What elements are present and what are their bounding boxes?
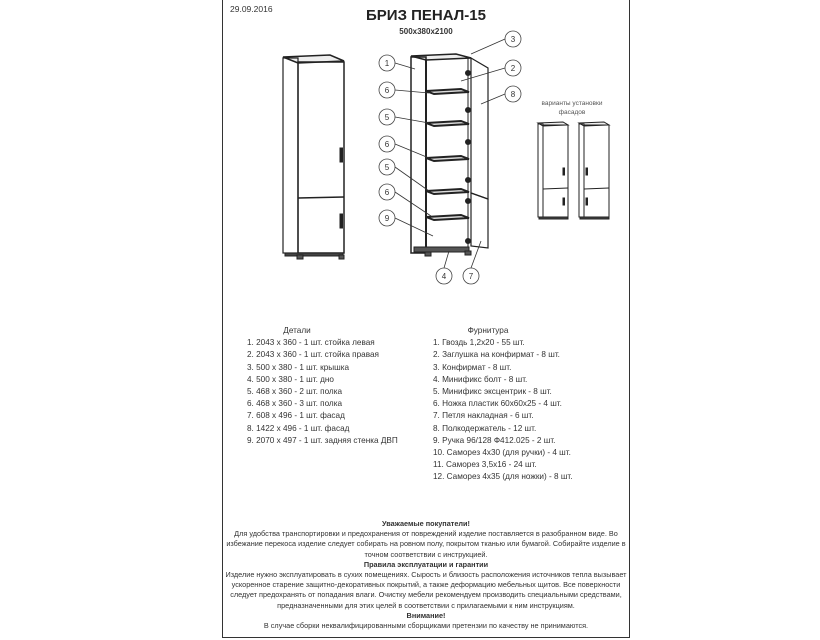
hardware-list-title: Фурнитура: [467, 326, 509, 335]
list-item: 2. Заглушка на конфирмат - 8 шт.: [433, 350, 560, 360]
product-dimensions: 500x380x2100: [399, 27, 453, 36]
list-item: 6. 468 x 360 - 3 шт. полка: [247, 399, 343, 409]
callout-label: 3: [510, 35, 516, 44]
variants-caption: варианты установки: [541, 100, 603, 107]
list-item: 12. Саморез 4x35 (для ножки) - 8 шт.: [433, 472, 573, 482]
notice-line: В случае сборки неквалифицированными сборщиками претензии по качеству не принимаются.: [263, 621, 589, 631]
parts-list: [247, 325, 398, 447]
customer-notice: [223, 519, 629, 631]
notice-heading: Внимание!: [406, 610, 446, 620]
callout-label: 5: [384, 163, 390, 172]
list-item: 5. 468 x 360 - 2 шт. полка: [247, 387, 343, 397]
list-item: 4. Минификс болт - 8 шт.: [433, 374, 528, 384]
list-item: 9. Ручка 96/128 Ф412.025 - 2 шт.: [433, 435, 556, 445]
list-item: 3. Конфирмат - 8 шт.: [433, 362, 512, 372]
facade-variants-drawing: [538, 100, 609, 219]
list-item: 6. Ножка пластик 60x60x25 - 4 шт.: [433, 399, 562, 409]
hardware-list: [433, 325, 573, 484]
instruction-sheet: [222, 0, 630, 638]
notice-line: предназначенными для этих целей в соответствии с прилагаемыми к ним инструкциям.: [277, 600, 575, 610]
assembly-drawings: [223, 0, 631, 299]
notice-line: точном соответствии с инструкцией.: [364, 549, 488, 559]
handle-icon: [340, 148, 343, 162]
list-item: 7. 608 x 496 - 1 шт. фасад: [247, 411, 345, 421]
list-item: 1. Гвоздь 1,2x20 - 55 шт.: [433, 338, 525, 348]
callout-label: 5: [384, 113, 390, 122]
list-item: 10. Саморез 4x30 (для ручки) - 4 шт.: [433, 448, 571, 458]
list-item: 11. Саморез 3,5x16 - 24 шт.: [433, 460, 537, 470]
callout-label: 6: [384, 86, 390, 95]
variants-caption: фасадов: [558, 109, 586, 116]
callout-label: 1: [384, 59, 390, 68]
list-item: 4. 500 x 380 - 1 шт. дно: [247, 374, 334, 384]
assembled-cabinet-drawing: [283, 55, 344, 259]
page-title: БРИЗ ПЕНАЛ-15: [366, 7, 486, 24]
callout-label: 6: [384, 188, 390, 197]
callout-label: 2: [510, 64, 516, 73]
callout-label: 6: [384, 140, 390, 149]
handle-icon: [340, 214, 343, 228]
list-item: 8. Полкодержатель - 12 шт.: [433, 423, 537, 433]
document-date: 29.09.2016: [230, 4, 273, 14]
callout-label: 8: [510, 90, 516, 99]
list-item: 8. 1422 x 496 - 1 шт. фасад: [247, 423, 350, 433]
notice-heading: Правила эксплуатации и гарантии: [363, 559, 489, 569]
list-item: 1. 2043 x 360 - 1 шт. стойка левая: [247, 338, 375, 348]
notice-line: Для удобства транспортировки и предохранения от повреждений изделие поставляется в разобранном виде. Во: [234, 529, 618, 539]
notice-line: следует предохранять от попадания влаги. Очистку мебели рекомендуем производить специальными средствами,: [230, 590, 622, 600]
list-item: 9. 2070 x 497 - 1 шт. задняя стенка ДВП: [247, 435, 398, 445]
notice-line: избежание перекоса изделие следует собирать на ровном полу, покрытом тканью или бумагой. Собирайте изделие в: [226, 539, 626, 549]
callout-label: 4: [441, 272, 447, 281]
notice-heading: Уважаемые покупатели!: [382, 519, 470, 528]
list-item: 7. Петля накладная - 6 шт.: [433, 411, 534, 421]
notice-line: Изделие нужно эксплуатировать в сухих помещениях. Сырость и близость расположения источников тепла вызывает: [225, 570, 627, 580]
callout-label: 7: [468, 272, 474, 281]
list-item: 5. Минификс эксцентрик - 8 шт.: [433, 387, 552, 397]
callout-label: 9: [384, 214, 390, 223]
list-item: 3. 500 x 380 - 1 шт. крышка: [247, 362, 350, 372]
exploded-cabinet-drawing: [379, 31, 521, 284]
parts-list-title: Детали: [283, 326, 311, 335]
notice-line: ускоренное старение защитно-декоративных покрытий, а также деформацию мебельных щитов. Все поверхности: [231, 580, 621, 590]
list-item: 2. 2043 x 360 - 1 шт. стойка правая: [247, 350, 379, 360]
